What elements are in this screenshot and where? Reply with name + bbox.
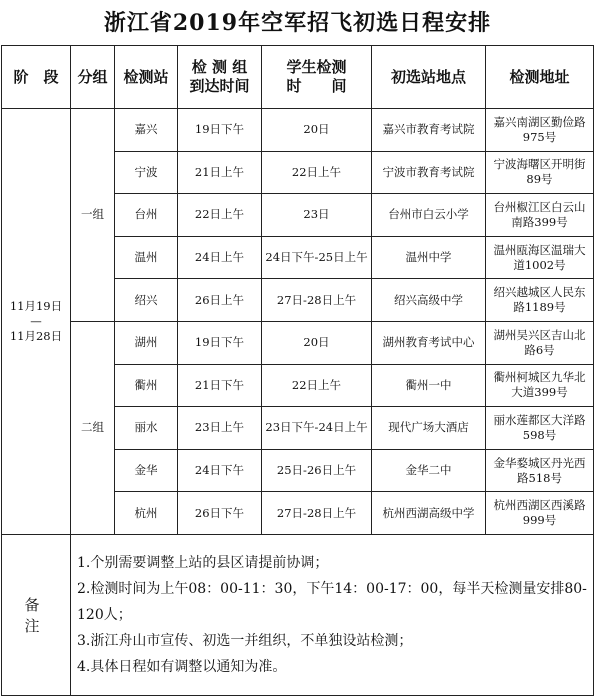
note-item: 3.浙江舟山市宣传、初选一并组织，不单独设站检测；	[77, 632, 413, 649]
arrival-cell: 26日上午	[178, 279, 262, 322]
site-cell: 绍兴高级中学	[372, 279, 486, 322]
arrival-cell: 23日上午	[178, 407, 262, 450]
note-item: 1.个别需要调整上站的县区请提前协调；	[77, 554, 329, 571]
site-cell: 宁波市教育考试院	[372, 151, 486, 194]
site-cell: 杭州西湖高级中学	[372, 492, 486, 535]
header-arrival-line1: 检 测 组	[191, 58, 248, 76]
header-arrival-line2: 到达时间	[189, 77, 250, 95]
header-stage: 阶 段	[2, 46, 71, 109]
student-time-cell: 20日	[262, 109, 372, 152]
arrival-cell: 26日下午	[178, 492, 262, 535]
header-student-line2: 时 间	[286, 77, 347, 95]
site-cell: 金华二中	[372, 449, 486, 492]
address-cell: 嘉兴南湖区勤俭路975号	[486, 109, 594, 152]
address-cell: 金华婺城区丹光西路518号	[486, 449, 594, 492]
notes-label: 备 注	[2, 534, 71, 695]
address-cell: 台州椒江区白云山南路399号	[486, 194, 594, 237]
station-cell: 绍兴	[115, 279, 178, 322]
notes-row	[2, 534, 594, 695]
header-student	[262, 46, 372, 109]
period-cell	[2, 109, 71, 535]
address-cell: 湖州吴兴区吉山北路6号	[486, 321, 594, 364]
station-cell: 衢州	[115, 364, 178, 407]
student-time-cell: 22日上午	[262, 151, 372, 194]
student-time-cell: 25日-26日上午	[262, 449, 372, 492]
period-end: 11月28日	[9, 328, 63, 343]
schedule-table	[1, 45, 594, 696]
site-cell: 温州中学	[372, 236, 486, 279]
station-cell: 温州	[115, 236, 178, 279]
arrival-cell: 19日下午	[178, 321, 262, 364]
note-item: 4.具体日程如有调整以通知为准。	[77, 658, 287, 675]
station-cell: 嘉兴	[115, 109, 178, 152]
header-address: 检测地址	[486, 46, 594, 109]
site-cell: 衢州一中	[372, 364, 486, 407]
header-group: 分组	[71, 46, 115, 109]
arrival-cell: 24日下午	[178, 449, 262, 492]
period-dash: —	[30, 313, 42, 328]
student-time-cell: 24日下午-25日上午	[262, 236, 372, 279]
student-time-cell: 20日	[262, 321, 372, 364]
header-arrival	[178, 46, 262, 109]
station-cell: 宁波	[115, 151, 178, 194]
station-cell: 金华	[115, 449, 178, 492]
station-cell: 杭州	[115, 492, 178, 535]
group-name: 二组	[71, 321, 115, 534]
station-cell: 台州	[115, 194, 178, 237]
student-time-cell: 23日下午-24日上午	[262, 407, 372, 450]
student-time-cell: 27日-28日上午	[262, 492, 372, 535]
address-cell: 温州瓯海区温瑞大道1002号	[486, 236, 594, 279]
group-name: 一组	[71, 109, 115, 322]
address-cell: 绍兴越城区人民东路1189号	[486, 279, 594, 322]
site-cell: 台州市白云小学	[372, 194, 486, 237]
notes-content	[71, 534, 594, 695]
address-cell: 丽水莲都区大洋路598号	[486, 407, 594, 450]
page-title: 浙江省2019年空军招飞初选日程安排	[103, 10, 492, 36]
header-station: 检测站	[115, 46, 178, 109]
table-row	[2, 321, 594, 364]
table-row	[2, 109, 594, 152]
site-cell: 湖州教育考试中心	[372, 321, 486, 364]
period-start: 11月19日	[9, 298, 63, 313]
arrival-cell: 19日下午	[178, 109, 262, 152]
arrival-cell: 24日上午	[178, 236, 262, 279]
site-cell: 嘉兴市教育考试院	[372, 109, 486, 152]
header-row	[2, 46, 594, 109]
arrival-cell: 22日上午	[178, 194, 262, 237]
address-cell: 宁波海曙区开明街89号	[486, 151, 594, 194]
arrival-cell: 21日上午	[178, 151, 262, 194]
student-time-cell: 23日	[262, 194, 372, 237]
header-site: 初选站地点	[372, 46, 486, 109]
site-cell: 现代广场大酒店	[372, 407, 486, 450]
arrival-cell: 21日下午	[178, 364, 262, 407]
address-cell: 衢州柯城区九华北大道399号	[486, 364, 594, 407]
address-cell: 杭州西湖区西溪路999号	[486, 492, 594, 535]
student-time-cell: 22日上午	[262, 364, 372, 407]
note-item: 2.检测时间为上午08：00-11：30，下午14：00-17：00，每半天检测量安排80-120人；	[77, 580, 587, 623]
student-time-cell: 27日-28日上午	[262, 279, 372, 322]
header-student-line1: 学生检测	[286, 58, 347, 76]
station-cell: 湖州	[115, 321, 178, 364]
station-cell: 丽水	[115, 407, 178, 450]
